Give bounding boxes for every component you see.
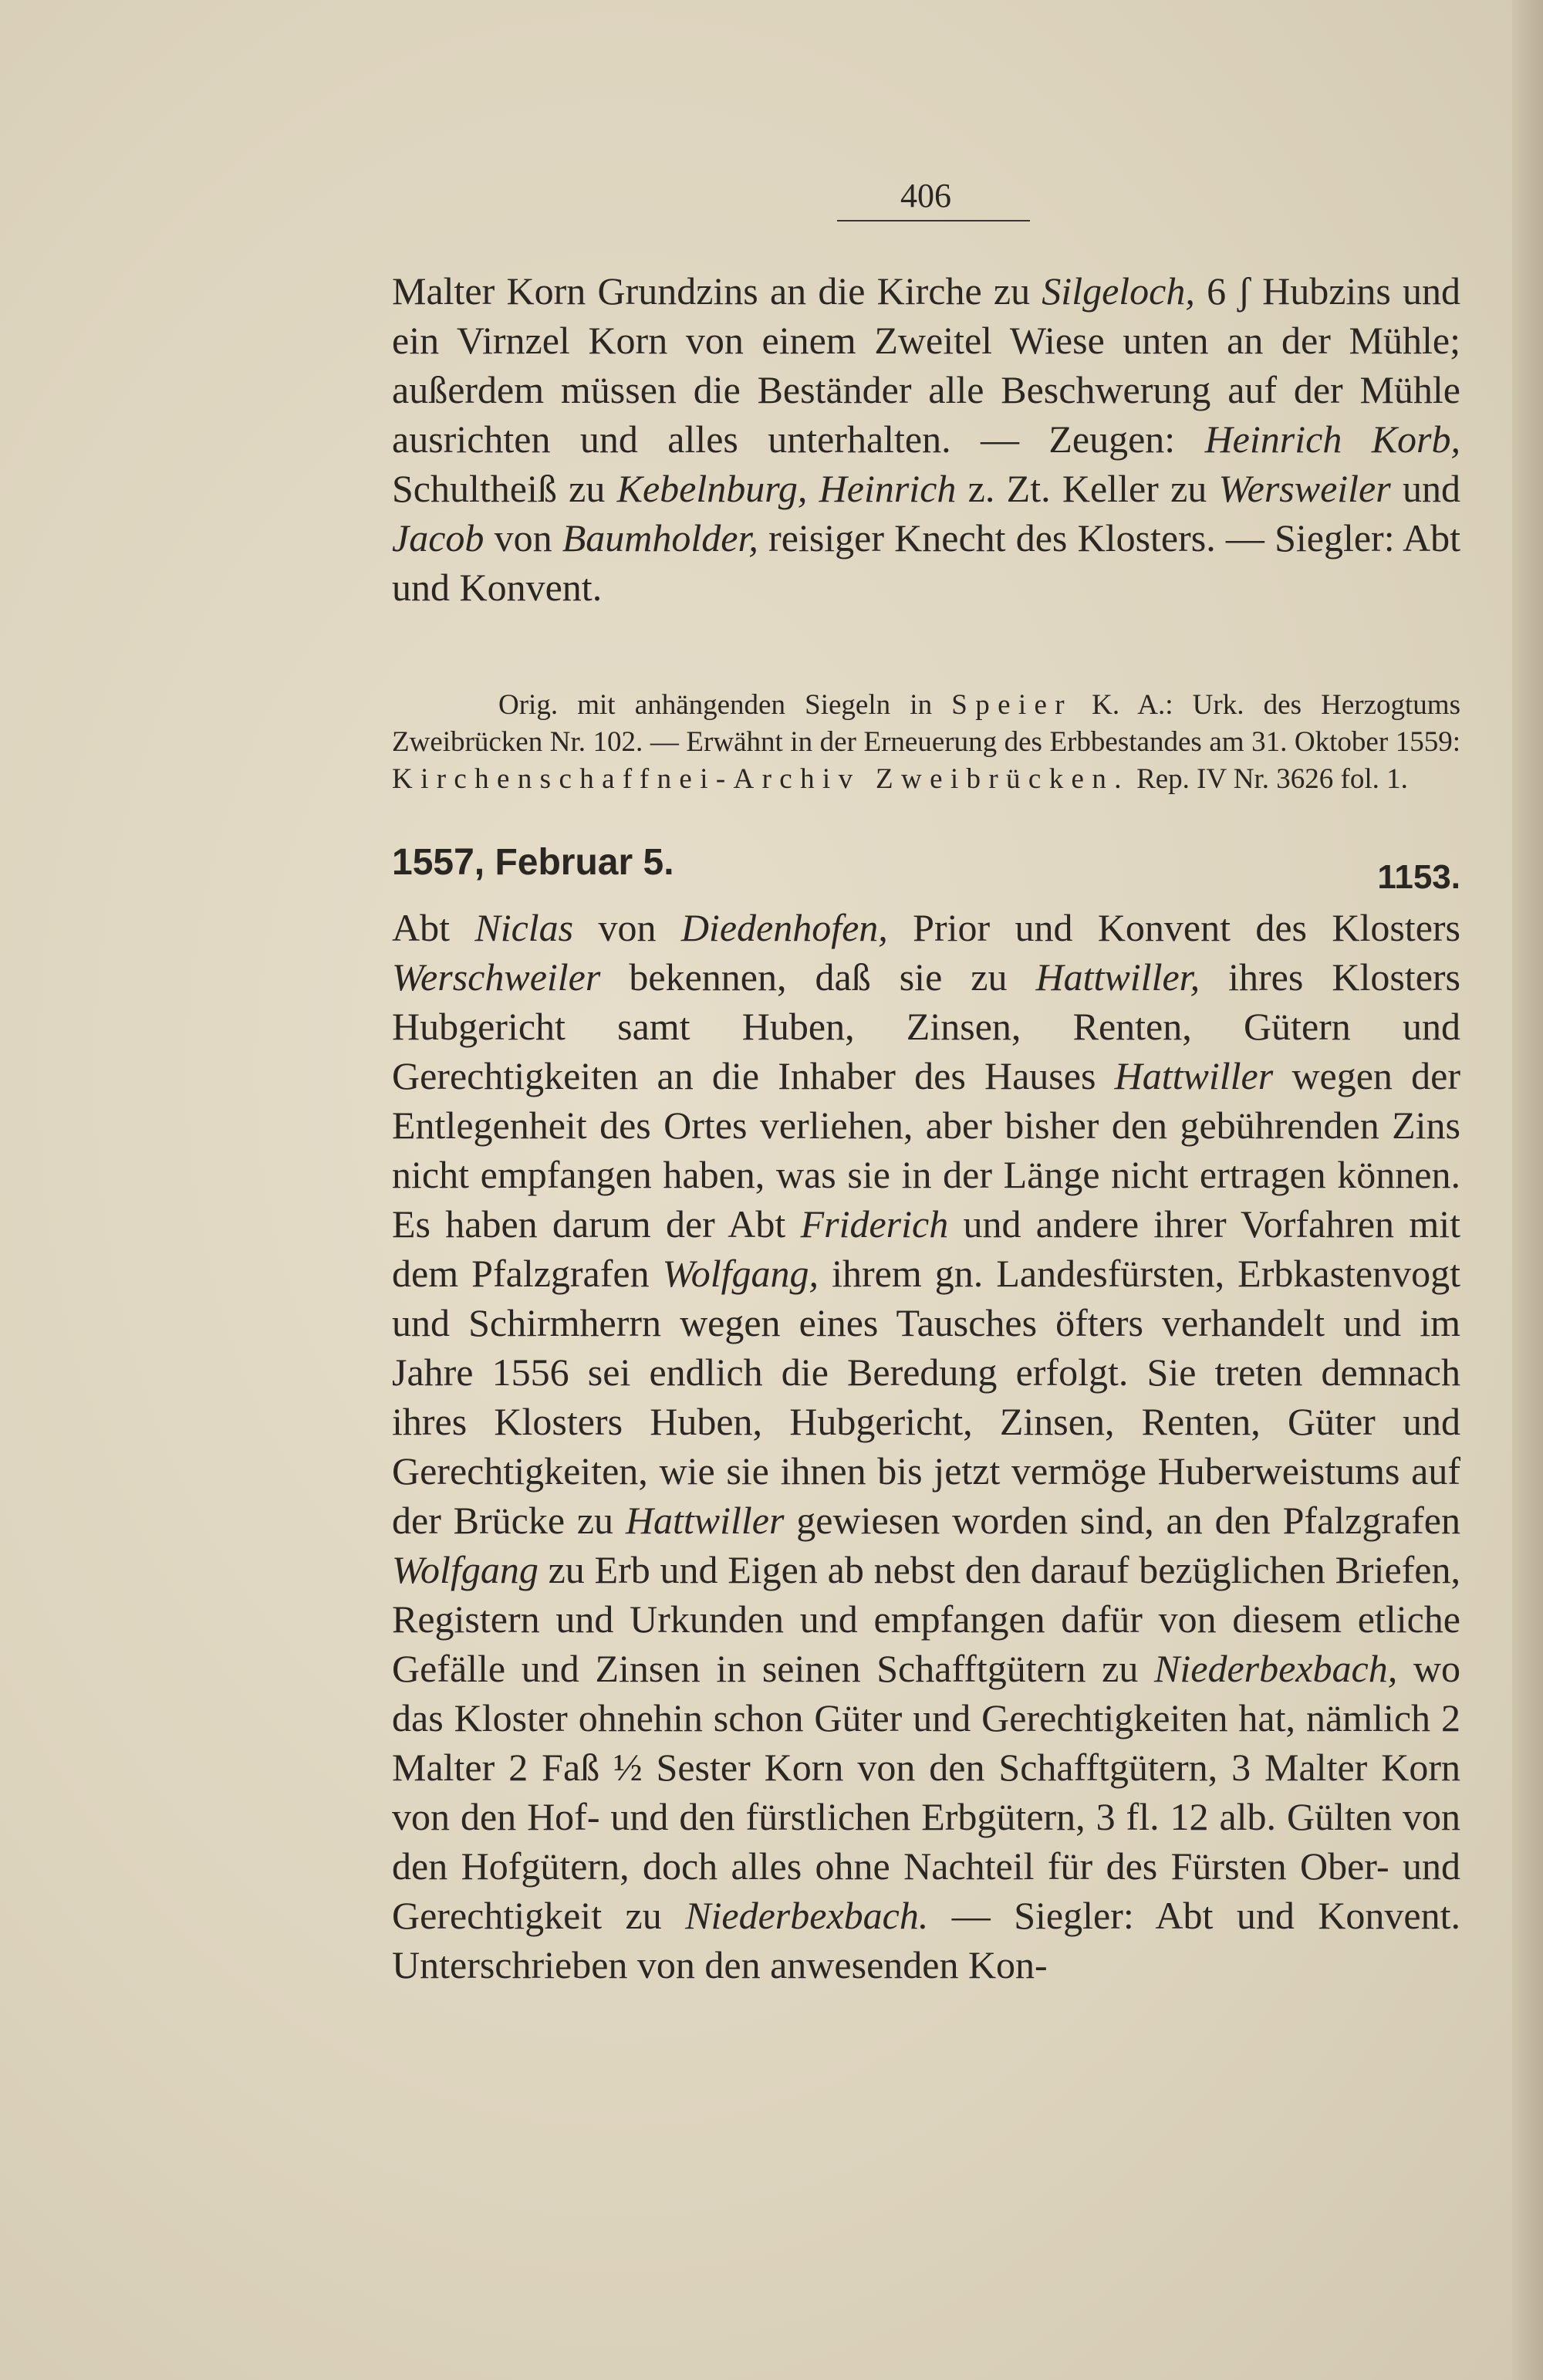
text-segment: z. Zt. Keller zu	[956, 467, 1219, 510]
page-number: 406	[900, 177, 951, 215]
place-name: Baumholder,	[562, 516, 758, 560]
place-name: Niederbexbach,	[1154, 1647, 1398, 1690]
place-name: Niederbexbach.	[685, 1894, 929, 1937]
page-number-rule	[837, 220, 1030, 221]
text-segment: gewiesen worden sind, an den Pfalzgrafen	[784, 1499, 1460, 1542]
entry-paragraph	[392, 903, 1460, 1990]
text-segment: wo das Kloster ohnehin schon Güter und Gerechtigkeiten hat, nämlich 2 Malter 2 Faß ½ Sester Korn von den Schafftgütern, 3 Malter Korn von den Hof- und den fürstlichen Erbgütern, 3 fl. 12 alb. Gülten von den Hofgütern, doch alles ohne Nachteil für des Fürsten Ober- und Gerechtigkeit zu	[392, 1647, 1460, 1937]
place-name: Silgeloch,	[1042, 269, 1195, 313]
place-name: Hattwiller	[625, 1499, 785, 1542]
entry-heading	[392, 841, 1460, 895]
text-segment: von	[484, 516, 562, 560]
text-segment: K. A.: Urk. des Herzogtums Zweibrücken Nr. 102. — Erwähnt in der Erneuerung des Erbbestandes am 31. Oktober 1559:	[392, 689, 1460, 758]
person-name: Wolfgang	[392, 1548, 539, 1591]
text-segment: Schultheiß zu	[392, 467, 617, 510]
text-segment: Abt	[392, 906, 475, 949]
text-segment: von	[573, 906, 681, 949]
text-segment: bekennen, daß sie zu	[600, 955, 1036, 999]
text-segment: 6 ʃ Hubzins und ein Virnzel Korn von einem Zweitel Wiese unten an der Mühle; außerdem müssen die Beständer alle Beschwerung auf der Mühle ausrichten und alles unterhalten. — Zeugen:	[392, 269, 1460, 461]
text-segment: — Siegler: Abt und Konvent. Unterschrieben von den anwesenden Kon-	[392, 1894, 1460, 1986]
person-name: Niclas	[474, 906, 574, 949]
text-segment: und	[1390, 467, 1461, 510]
page-edge	[1512, 0, 1543, 2380]
text-segment: und andere ihrer Vorfahren mit dem Pfalzgrafen	[392, 1202, 1461, 1295]
text-segment: Malter Korn Grundzins an die Kirche zu	[392, 269, 1042, 313]
entry-number: 1153.	[1377, 858, 1460, 896]
archive-name: Speier	[951, 689, 1072, 721]
place-name: Hattwiller	[1114, 1054, 1274, 1097]
place-name: Diedenhofen,	[680, 906, 888, 949]
place-name: Wersweiler	[1218, 467, 1391, 510]
source-note	[392, 687, 1460, 798]
text-segment: reisiger Knecht des Klosters. — Siegler: Abt und Konvent.	[392, 516, 1461, 609]
entry-date: 1557, Februar 5.	[392, 842, 674, 883]
text-segment: ihrem gn. Landesfürsten, Erbkastenvogt und Schirmherrn wegen eines Tausches öfters verhandelt und im Jahre 1556 sei endlich die Beredung erfolgt. Sie treten demnach ihres Klosters Huben, Hubgericht, Zinsen, Renten, Güter und Gerechtigkeiten, wie sie ihnen bis jetzt vermöge Huberweistums auf der Brücke zu	[392, 1252, 1460, 1542]
place-name: Hattwiller,	[1035, 955, 1200, 999]
continuation-paragraph	[392, 266, 1460, 612]
person-name: Friderich	[800, 1202, 949, 1246]
text-segment: ihres Klosters Hubgericht samt Huben, Zinsen, Renten, Gütern und Gerechtigkeiten an die Inhaber des Hauses	[392, 955, 1460, 1097]
text-segment: Rep. IV Nr. 3626 fol. 1.	[1129, 763, 1408, 795]
person-name: Jacob	[392, 516, 485, 560]
place-name: Werschweiler	[392, 955, 601, 999]
archive-name: Kirchenschaffnei-Archiv Zweibrücken.	[392, 763, 1129, 795]
text-segment: wegen der Entlegenheit des Ortes verliehen, aber bisher den gebührenden Zins nicht empfangen haben, was sie in der Länge nicht ertragen können. Es haben darum der Abt	[392, 1054, 1460, 1246]
text-segment: zu Erb und Eigen ab nebst den darauf bezüglichen Briefen, Registern und Urkunden und empfangen dafür von diesem etliche Gefälle und Zinsen in seinen Schafftgütern zu	[392, 1548, 1460, 1690]
person-name: Wolfgang,	[662, 1252, 819, 1295]
text-segment: Prior und Konvent des Klosters	[887, 906, 1460, 949]
place-name: Kebelnburg, Heinrich	[616, 467, 957, 510]
text-segment: Orig. mit anhängenden Siegeln in	[498, 689, 952, 721]
person-name: Heinrich Korb,	[1204, 418, 1460, 461]
